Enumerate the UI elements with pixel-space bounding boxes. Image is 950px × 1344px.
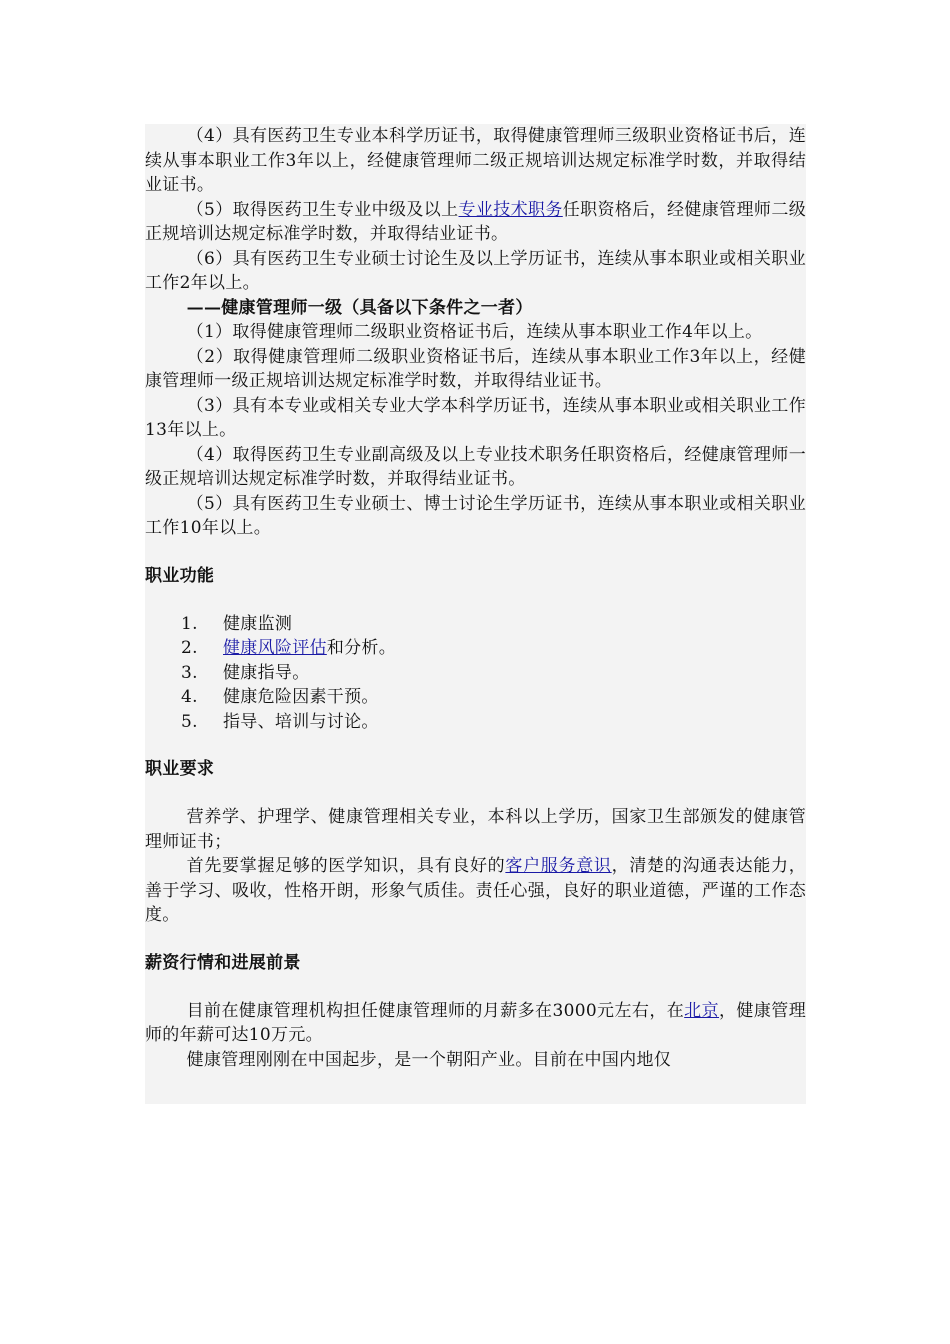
beijing-link[interactable]: 北京 [684, 1000, 720, 1021]
spacer [145, 541, 806, 564]
functions-list [145, 612, 806, 735]
level1-item-3: （3）具有本专业或相关专业大学本科学历证书，连续从事本职业或相关职业工作13年以上。 [145, 395, 806, 440]
spacer [145, 734, 806, 757]
professional-title-link[interactable]: 专业技术职务 [458, 199, 563, 220]
requirements-heading: 职业要求 [145, 759, 215, 779]
customer-service-link[interactable]: 客户服务意识 [505, 856, 612, 876]
level1-item-2: （2）取得健康管理师二级职业资格证书后，连续从事本职业工作3年以上，经健康管理师一级正规培训达规定标准学时数，并取得结业证书。 [145, 346, 806, 391]
list-item: 2. 健康风险评估和分析。 [181, 638, 397, 658]
level1-item-5: （5）具有医药卫生专业硕士、博士讨论生学历证书，连续从事本职业或相关职业工作10年以上。 [145, 493, 806, 538]
requirements-paragraph-1: 营养学、护理学、健康管理相关专业，本科以上学历，国家卫生部颁发的健康管理师证书； [145, 807, 806, 852]
health-risk-assessment-link[interactable]: 健康风险评估 [223, 638, 327, 658]
document-body [145, 124, 806, 1072]
list-item: 4. 健康危险因素干预。 [181, 687, 379, 707]
requirements-paragraph-2: 首先要掌握足够的医学知识，具有良好的客户服务意识，清楚的沟通表达能力，善于学习、吸收，性格开朗，形象气质佳。责任心强，良好的职业道德，严谨的工作态度。 [145, 856, 806, 925]
list-item: 5. 指导、培训与讨论。 [181, 711, 379, 732]
spacer [145, 928, 806, 951]
level1-title: ——健康管理师一级（具备以下条件之一者） [186, 297, 533, 318]
level2-item-4: （4）具有医药卫生专业本科学历证书，取得健康管理师三级职业资格证书后，连续从事本职业工作3年以上，经健康管理师二级正规培训达规定标准学时数，并取得结业证书。 [145, 126, 806, 195]
level2-item-6: （6）具有医药卫生专业硕士讨论生及以上学历证书，连续从事本职业或相关职业工作2年以上。 [145, 248, 806, 293]
list-item: 3. 健康指导。 [181, 662, 310, 683]
list-item: 1. 健康监测 [181, 613, 293, 634]
spacer [145, 781, 806, 805]
level1-item-4: （4）取得医药卫生专业副高级及以上专业技术职务任职资格后，经健康管理师一级正规培训达规定标准学时数，并取得结业证书。 [145, 444, 806, 489]
salary-paragraph-2: 健康管理刚刚在中国起步，是一个朝阳产业。目前在中国内地仅 [186, 1049, 672, 1070]
functions-heading: 职业功能 [145, 565, 215, 586]
spacer [145, 588, 806, 612]
level1-item-1: （1）取得健康管理师二级职业资格证书后，连续从事本职业工作4年以上。 [186, 322, 763, 342]
salary-heading: 薪资行情和进展前景 [145, 952, 301, 973]
salary-paragraph-1: 目前在健康管理机构担任健康管理师的月薪多在3000元左右，在北京，健康管理师的年薪可达10万元。 [145, 1000, 806, 1045]
level2-item-5: （5）取得医药卫生专业中级及以上专业技术职务任职资格后，经健康管理师二级正规培训达规定标准学时数，并取得结业证书。 [145, 199, 806, 244]
spacer [145, 975, 806, 999]
